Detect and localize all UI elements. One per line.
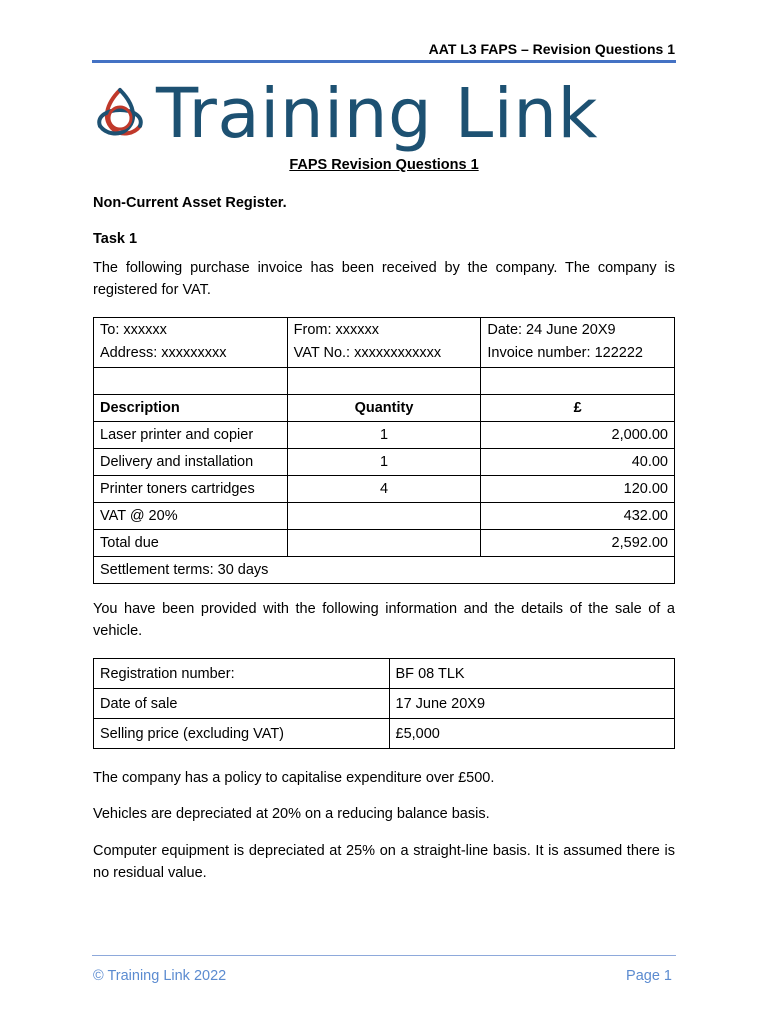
line-description: Delivery and installation [94,449,288,476]
line-description: Printer toners cartridges [94,476,288,503]
computer-depreciation-policy: Computer equipment is depreciated at 25% on a straight-line basis. It is assumed there is no residual value. [93,843,675,881]
line-quantity: 4 [287,476,481,503]
vehicle-label: Date of sale [94,689,390,719]
table-row [94,422,675,449]
invoice-from-cell [287,318,481,368]
vehicle-value: 17 June 20X9 [389,689,674,719]
vehicle-intro-paragraph: You have been provided with the following information and the details of the sale of a vehicle. [93,601,675,639]
footer-rule [92,955,676,956]
settlement-terms: Settlement terms: 30 days [94,557,675,584]
table-row [94,476,675,503]
invoice-header-row [94,318,675,368]
invoice-vat-no: VAT No.: xxxxxxxxxxxx [293,345,442,361]
invoice-to-cell [94,318,288,368]
vat-label: VAT @ 20% [94,503,288,530]
footer-copyright: © Training Link 2022 [93,968,227,984]
table-row [94,689,675,719]
section-heading: Non-Current Asset Register. [93,195,287,211]
footer-page-number: Page 1 [626,968,672,984]
settlement-row [94,557,675,584]
line-quantity: 1 [287,422,481,449]
total-amount: 2,592.00 [481,530,675,557]
quantity-header: Quantity [287,395,481,422]
intro-paragraph: The following purchase invoice has been received by the company. The company is registered for VAT. [93,260,675,298]
blank-row [94,368,675,395]
column-header-row [94,395,675,422]
amount-header: £ [481,395,675,422]
capitalisation-policy: The company has a policy to capitalise expenditure over £500. [93,770,495,786]
table-row [94,719,675,749]
task-heading: Task 1 [93,231,138,247]
invoice-date-cell [481,318,675,368]
purchase-invoice-table [93,317,675,584]
vat-row [94,503,675,530]
table-row [94,659,675,689]
training-link-logo [92,74,676,154]
logo-wordmark: Training Link [156,74,598,154]
total-label: Total due [94,530,288,557]
invoice-from: From: xxxxxx [293,322,380,338]
vehicle-value: £5,000 [389,719,674,749]
line-amount: 120.00 [481,476,675,503]
total-row [94,530,675,557]
invoice-date: Date: 24 June 20X9 [487,322,616,338]
triquetra-knot-icon [92,86,148,142]
description-header: Description [94,395,288,422]
line-quantity: 1 [287,449,481,476]
vat-amount: 432.00 [481,503,675,530]
header-rule [92,60,676,63]
vehicle-depreciation-policy: Vehicles are depreciated at 20% on a reducing balance basis. [93,806,490,822]
line-amount: 2,000.00 [481,422,675,449]
vehicle-label: Selling price (excluding VAT) [94,719,390,749]
vehicle-details-table [93,658,675,749]
vehicle-value: BF 08 TLK [389,659,674,689]
invoice-to: To: xxxxxx [100,322,167,338]
line-amount: 40.00 [481,449,675,476]
invoice-address: Address: xxxxxxxxx [100,345,227,361]
table-row [94,449,675,476]
invoice-number: Invoice number: 122222 [487,345,643,361]
vehicle-label: Registration number: [94,659,390,689]
document-title: FAPS Revision Questions 1 [289,157,479,173]
running-header: AAT L3 FAPS – Revision Questions 1 [428,41,675,57]
line-description: Laser printer and copier [94,422,288,449]
